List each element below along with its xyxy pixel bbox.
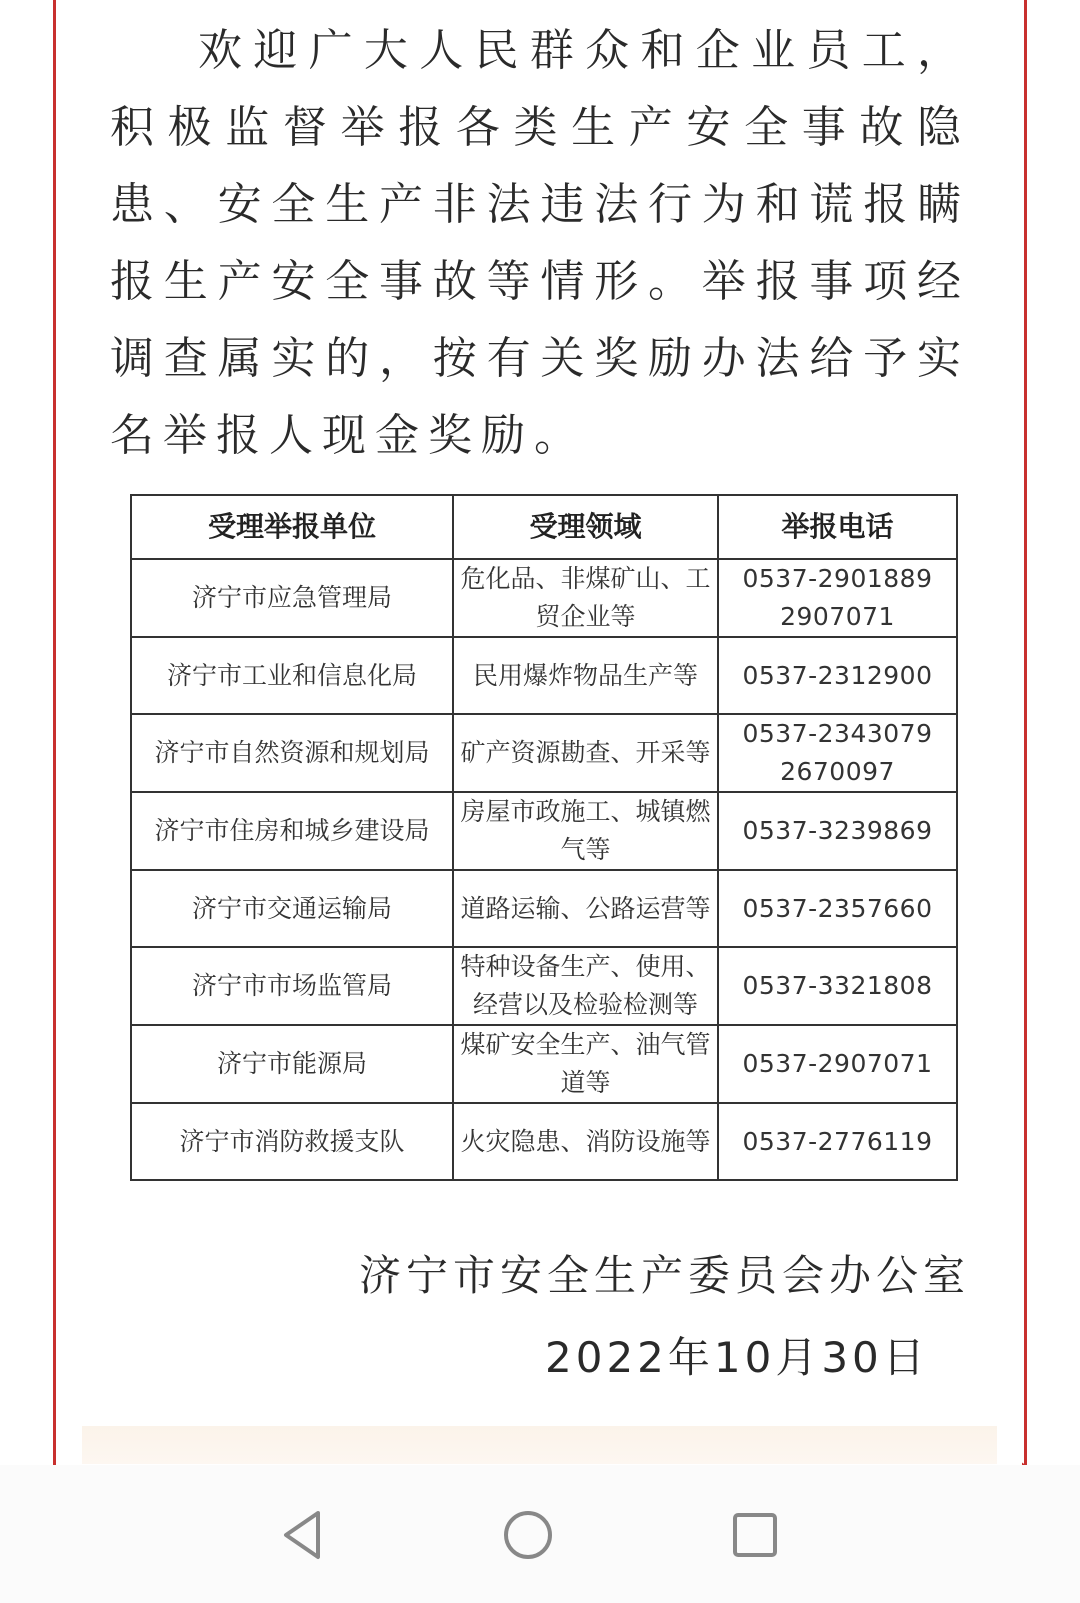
field-cell: 道路运输、公路运营等 bbox=[453, 870, 718, 947]
table-header-row bbox=[131, 495, 957, 559]
field-cell: 房屋市政施工、城镇燃气等 bbox=[453, 792, 718, 870]
square-recent-icon bbox=[729, 1509, 781, 1561]
table-row bbox=[131, 637, 957, 714]
unit-cell: 济宁市住房和城乡建设局 bbox=[131, 792, 453, 870]
circle-home-icon bbox=[500, 1507, 556, 1563]
frame-right-border bbox=[1024, 0, 1027, 1465]
unit-cell: 济宁市交通运输局 bbox=[131, 870, 453, 947]
table-row bbox=[131, 1103, 957, 1180]
phone-number: 0537-2901889 bbox=[742, 564, 933, 593]
header-unit: 受理举报单位 bbox=[131, 495, 453, 559]
nav-back-button[interactable] bbox=[257, 1497, 347, 1573]
table-row bbox=[131, 792, 957, 870]
report-table bbox=[130, 494, 958, 1181]
field-cell: 煤矿安全生产、油气管道等 bbox=[453, 1025, 718, 1103]
phone-number: 0537-3239869 bbox=[742, 816, 933, 845]
nav-recent-button[interactable] bbox=[710, 1497, 800, 1573]
field-cell: 矿产资源勘查、开采等 bbox=[453, 714, 718, 792]
phone-number: 0537-2907071 bbox=[742, 1049, 933, 1078]
unit-cell: 济宁市消防救援支队 bbox=[131, 1103, 453, 1180]
system-nav-bar bbox=[0, 1465, 1080, 1603]
header-field: 受理领域 bbox=[453, 495, 718, 559]
frame-left-border bbox=[53, 0, 56, 1465]
phone-number: 0537-3321808 bbox=[742, 971, 933, 1000]
phone-cell bbox=[718, 559, 957, 637]
field-cell: 民用爆炸物品生产等 bbox=[453, 637, 718, 714]
unit-cell: 济宁市应急管理局 bbox=[131, 559, 453, 637]
page-bottom-strip bbox=[82, 1426, 997, 1464]
phone-number: 0537-2343079 bbox=[742, 719, 933, 748]
table-row bbox=[131, 947, 957, 1025]
unit-cell: 济宁市市场监管局 bbox=[131, 947, 453, 1025]
signature-date: 2022年10月30日 bbox=[545, 1333, 929, 1382]
field-cell: 特种设备生产、使用、经营以及检验检测等 bbox=[453, 947, 718, 1025]
table-row bbox=[131, 870, 957, 947]
table-row bbox=[131, 714, 957, 792]
phone-cell bbox=[718, 792, 957, 870]
phone-number: 0537-2312900 bbox=[742, 660, 933, 690]
phone-number-extra: 2907071 bbox=[780, 602, 895, 631]
phone-number: 0537-2357660 bbox=[742, 893, 933, 923]
phone-cell bbox=[718, 1103, 957, 1180]
unit-cell: 济宁市工业和信息化局 bbox=[131, 637, 453, 714]
table-row bbox=[131, 1025, 957, 1103]
phone-cell bbox=[718, 1025, 957, 1103]
table-row bbox=[131, 559, 957, 637]
phone-number-extra: 2670097 bbox=[780, 757, 895, 786]
intro-paragraph: 欢迎广大人民群众和企业员工，积极监督举报各类生产安全事故隐患、安全生产非法违法行为和谎报瞒报生产安全事故等情形。举报事项经调查属实的，按有关奖励办法给予实名举报人现金奖励。 bbox=[110, 25, 970, 461]
phone-cell bbox=[718, 637, 957, 714]
field-cell: 危化品、非煤矿山、工贸企业等 bbox=[453, 559, 718, 637]
unit-cell: 济宁市自然资源和规划局 bbox=[131, 714, 453, 792]
nav-home-button[interactable] bbox=[483, 1497, 573, 1573]
phone-number: 0537-2776119 bbox=[742, 1126, 933, 1156]
phone-cell bbox=[718, 714, 957, 792]
phone-cell bbox=[718, 947, 957, 1025]
unit-cell: 济宁市能源局 bbox=[131, 1025, 453, 1103]
field-cell: 火灾隐患、消防设施等 bbox=[453, 1103, 718, 1180]
phone-cell bbox=[718, 870, 957, 947]
signature-office: 济宁市安全生产委员会办公室 bbox=[358, 1251, 970, 1300]
triangle-back-icon bbox=[278, 1507, 326, 1563]
header-phone: 举报电话 bbox=[718, 495, 957, 559]
